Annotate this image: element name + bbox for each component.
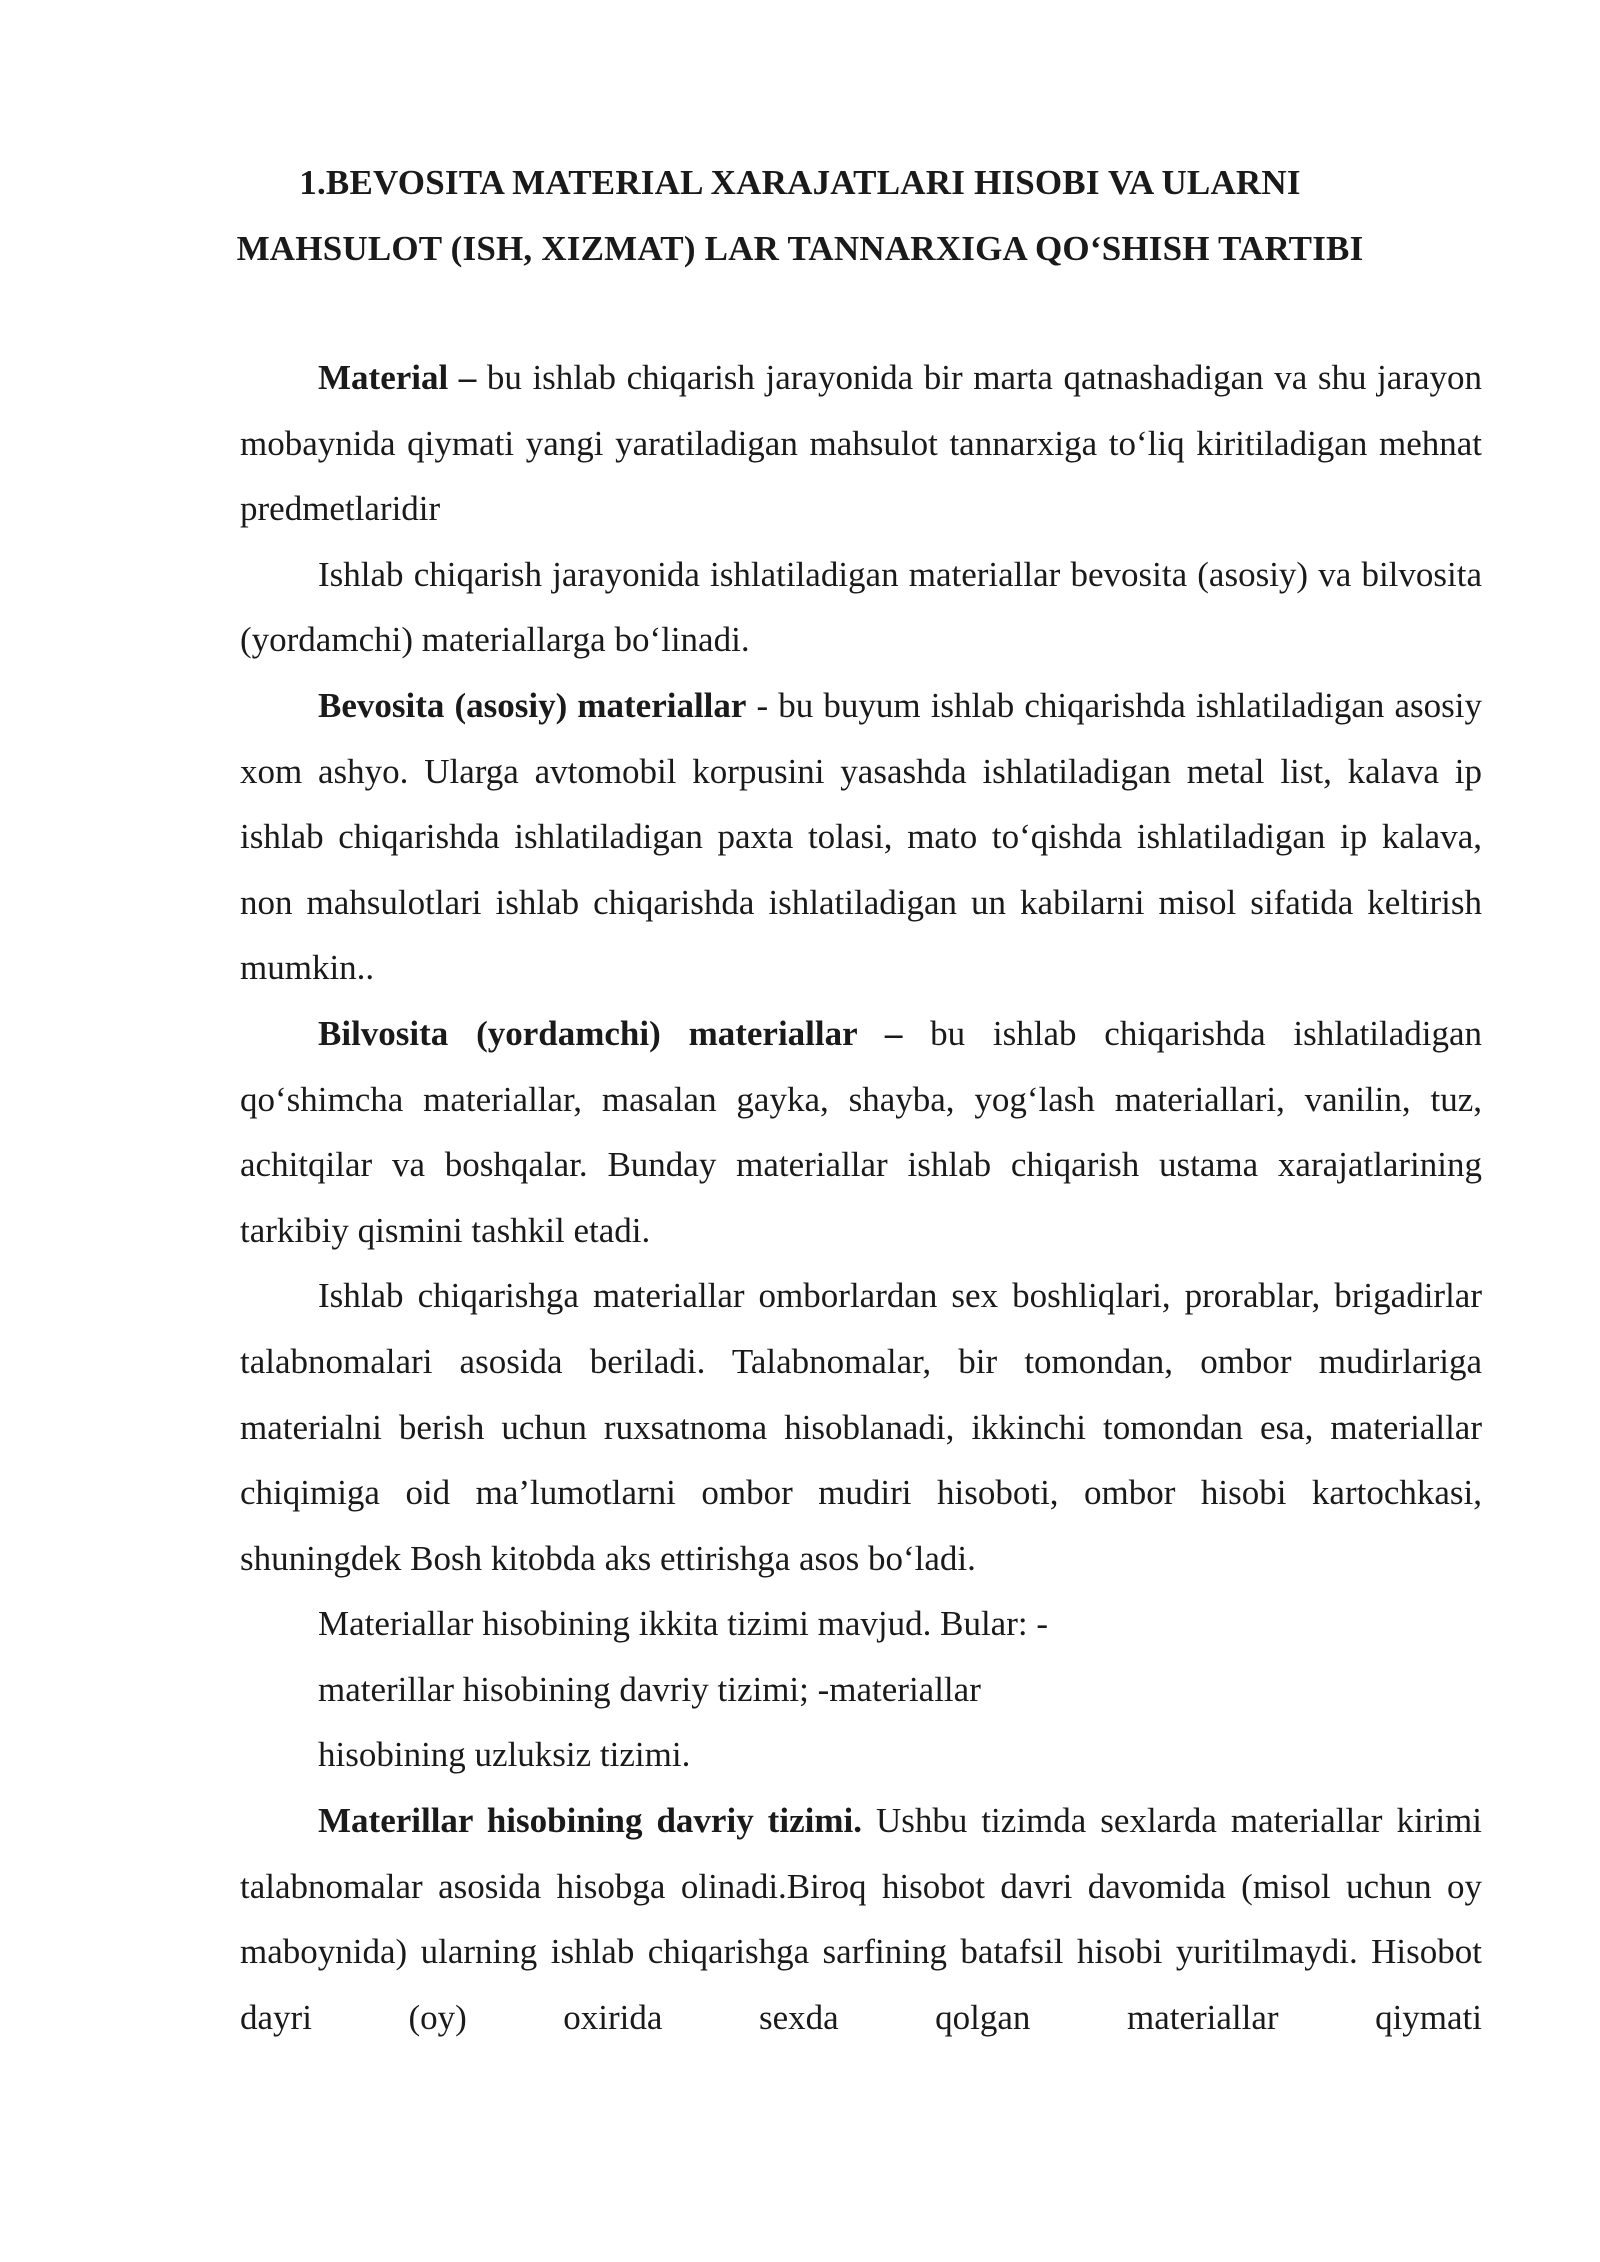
title-line-2: MAHSULOT (ISH, XIZMAT) LAR TANNARXIGA QO‘SHISH TARTIBI xyxy=(236,229,1364,268)
document-body xyxy=(240,345,1482,2050)
paragraph-text: - bu buyum ishlab chiqarishda ishlatiladigan asosiy xom ashyo. Ularga avtomobil korpusini yasashda ishlatiladigan metal list, kalava ip ishlab chiqarishda ishlatiladigan paxta tolasi, mato to‘qishda ishlatiladigan ip kalava, non mahsulotlari ishlab chiqarishda ishlatiladigan un kabilarni misol sifatida keltirish mumkin.. xyxy=(240,685,1482,988)
paragraph-material-definition xyxy=(240,345,1482,542)
document-title xyxy=(220,150,1380,282)
paragraph-text: bu ishlab chiqarishda ishlatiladigan qo‘shimcha materiallar, masalan gayka, shayba, yog‘lash materiallari, vanilin, tuz, achitqilar va boshqalar. Bunday materiallar ishlab chiqarish ustama xarajatlarining tarkibiy qismini tashkil etadi. xyxy=(240,1013,1482,1250)
paragraph-text: Ishlab chiqarish jarayonida ishlatiladigan materiallar bevosita (asosiy) va bilvosita (yordamchi) materiallarga bo‘linadi. xyxy=(240,554,1482,660)
list-line: Materiallar hisobining ikkita tizimi mavjud. Bular: - xyxy=(318,1604,1048,1644)
title-line-1: 1.BEVOSITA MATERIAL XARAJATLARI HISOBI VA ULARNI xyxy=(299,163,1301,202)
paragraph-periodic-system xyxy=(240,1788,1482,2050)
paragraph-text: Ishlab chiqarishga materiallar omborlardan sex boshliqlari, prorablar, brigadirlar talabnomalari asosida beriladi. Talabnomalar, bir tomondan, ombor mudirlariga materialni berish uchun ruxsatnoma hisoblanadi, ikkinchi tomondan esa, materiallar chiqimiga oid ma’lumotlarni ombor mudiri hisoboti, ombor hisobi kartochkasi, shuningdek Bosh kitobda aks ettirishga asos bo‘ladi. xyxy=(240,1276,1482,1578)
term-material: Material – xyxy=(318,358,477,397)
term-direct-materials: Bevosita (asosiy) materiallar xyxy=(318,685,747,725)
paragraph-text: bu ishlab chiqarish jarayonida bir marta qatnashadigan va shu jarayon mobaynida qiymati yangi yaratiladigan mahsulot tannarxiga to‘liq kiritiladigan mehnat predmetlaridir xyxy=(240,358,1483,529)
paragraph-text: Ushbu tizimda sexlarda materiallar kirimi talabnomalar asosida hisobga olinadi.Biroq hisobot davri davomida (misol uchun oy maboynida) ularning ishlab chiqarishga sarfining batafsil hisobi yuritilmaydi. Hisobot dayri (oy) oxirida sexda qolgan materiallar qiymati xyxy=(240,1801,1482,2037)
paragraph-material-issuance xyxy=(240,1263,1482,1591)
term-indirect-materials: Bilvosita (yordamchi) materiallar – xyxy=(318,1013,903,1053)
list-line: hisobining uzluksiz tizimi. xyxy=(318,1735,691,1775)
term-periodic-system: Materillar hisobining davriy tizimi. xyxy=(318,1801,862,1841)
paragraph-direct-materials xyxy=(240,673,1482,1001)
paragraph-material-classification xyxy=(240,542,1482,673)
list-line: materillar hisobining davriy tizimi; -materiallar xyxy=(318,1669,981,1709)
paragraph-indirect-materials xyxy=(240,1001,1482,1263)
